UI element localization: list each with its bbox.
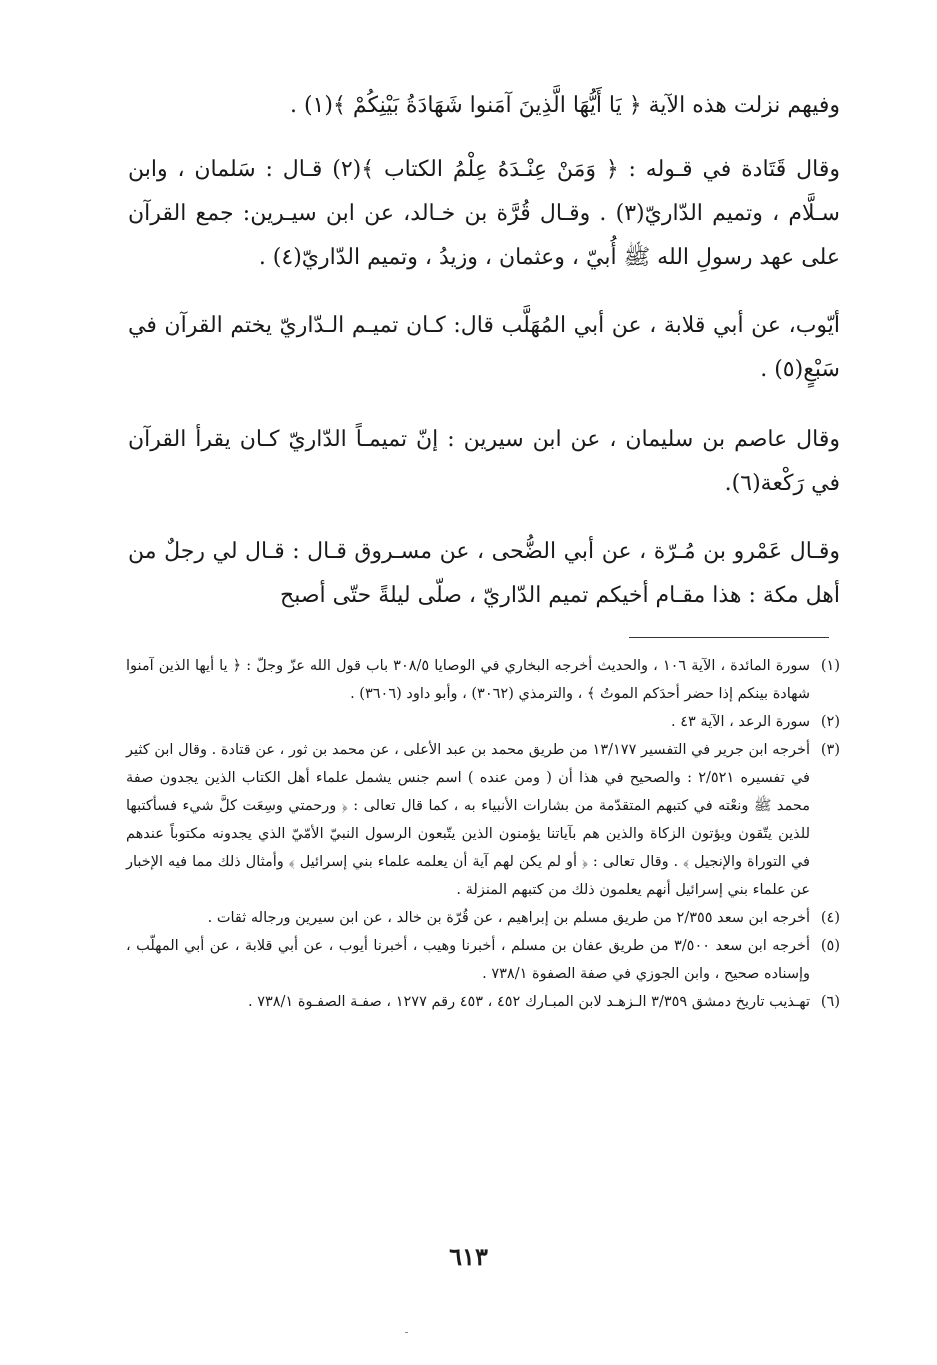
main-text bbox=[128, 84, 840, 128]
main-text bbox=[128, 418, 840, 506]
footnote bbox=[126, 736, 840, 904]
footnote-text: سورة الرعد ، الآية ٤٣ . bbox=[671, 714, 810, 730]
footnote-number: (١) bbox=[820, 658, 840, 674]
paragraph: وفيهم نزلت هذه الآية ﴿ يَا أَيُّهَا الَّذِينَ آمَنوا شَهَادَةُ بَيْنِكُمْ ﴾(١) . bbox=[289, 93, 840, 118]
paragraph: وقال عاصم بن سليمان ، عن ابن سيرين : إنّ تميمـاً الدّاريّ كـان يقرأ القرآن في رَكْعة(٦). bbox=[128, 427, 840, 496]
footnote-number: (٦) bbox=[820, 994, 840, 1010]
footnote-number: (٣) bbox=[820, 742, 840, 758]
footnote bbox=[126, 708, 840, 736]
footnote bbox=[126, 904, 840, 932]
paragraph: وقـال عَمْرو بن مُـرّة ، عن أبي الضُّحى ، عن مسـروق قـال : قـال لي رجلٌ من أهل مكة : هذا مقـام أخيكم تميم الدّاريّ ، صلّى ليلةً حتّى أصبح bbox=[128, 539, 840, 608]
footnote-number: (٤) bbox=[820, 910, 840, 926]
footnote bbox=[126, 932, 840, 988]
scan-speck bbox=[405, 1332, 408, 1333]
page-number: ٦١٣ bbox=[449, 1242, 488, 1271]
paragraph: وقال قَتَادة في قـوله : ﴿ وَمَنْ عِنْـدَهُ عِلْمُ الكتاب ﴾(٢) قـال : سَلمان ، وابن سـلَّام ، وتميم الدّاريّ(٣) . وقـال قُرَّة بن خـالد، عن ابن سيـرين: جمع القرآن على عهد رسولِ الله ﷺ أُبيّ ، وعثمان ، وزيدُ ، وتميم الدّاريّ(٤) . bbox=[128, 157, 840, 270]
footnotes bbox=[126, 652, 840, 1016]
footnote-number: (٥) bbox=[820, 938, 840, 954]
footnote bbox=[126, 652, 840, 708]
main-text bbox=[128, 304, 840, 392]
paragraph: أيّوب، عن أبي قلابة ، عن أبي المُهَلَّب قال: كـان تميـم الـدّاريّ يختم القرآن في سَبْعٍ(٥) . bbox=[128, 313, 840, 382]
footnote-text: تهـذيب تاريخ دمشق ٣/٣٥٩ الـزهـد لابن المبـارك ٤٥٢ ، ٤٥٣ رقم ١٢٧٧ ، صفـة الصفـوة ٧٣٨/١ . bbox=[247, 994, 810, 1010]
main-text bbox=[128, 530, 840, 618]
footnote-text: سورة المائدة ، الآية ١٠٦ ، والحديث أخرجه البخاري في الوصايا ٣٠٨/٥ باب قول الله عزّ وجلّ : ﴿ يا أيها الذين آمنوا شهادة بينكم إذا حضر أحدَكم الموتُ ﴾ ، والترمذي (٣٠٦٢) ، وأبو داود (٣٦٠٦) . bbox=[126, 658, 810, 702]
footnote-text: أخرجه ابن جرير في التفسير ١٣/١٧٧ من طريق محمد بن عبد الأعلى ، عن محمد بن ثور ، عن قتادة . وقال ابن كثير في تفسيره ٢/٥٢١ : والصحيح في هذا أن ( ومن عنده ) اسم جنس يشمل علماء أهل الكتاب الذين يجدون صفة محمد ﷺ ونعْته في كتبهم المتقدّمة من بشارات الأنبياء به ، كما قال تعالى : ﴿ ورحمتي وسِعَت كلَّ شيء فسأكتبها للذين يتّقون ويؤتون الزكاة والذين هم بآياتنا يؤمنون الذين يتّبعون الرسول النبيّ الأمّيّ الذي يجدونه مكتوباً عندهم في التوراة والإنجيل ﴾ . وقال تعالى : ﴿ أو لم يكن لهم آية أن يعلمه علماء بني إسرائيل ﴾ وأمثال ذلك مما فيه الإخبار عن علماء بني إسرائيل أنهم يعلمون ذلك من كتبهم المنزلة . bbox=[126, 742, 810, 898]
footnote-number: (٢) bbox=[820, 714, 840, 730]
footnote bbox=[126, 988, 840, 1016]
footnote-separator bbox=[629, 637, 829, 638]
footnote-text: أخرجه ابن سعد ٣/٥٠٠ من طريق عفان بن مسلم ، أخبرنا وهيب ، أخبرنا أيوب ، عن أبي قلابة ، عن أبي المهلّب ، وإسناده صحيح ، وابن الجوزي في صفة الصفوة ٧٣٨/١ . bbox=[126, 938, 810, 982]
footnote-text: أخرجه ابن سعد ٢/٣٥٥ من طريق مسلم بن إبراهيم ، عن قُرّة بن خالد ، عن ابن سيرين ورجاله ثقات . bbox=[207, 910, 810, 926]
main-text bbox=[128, 148, 840, 280]
